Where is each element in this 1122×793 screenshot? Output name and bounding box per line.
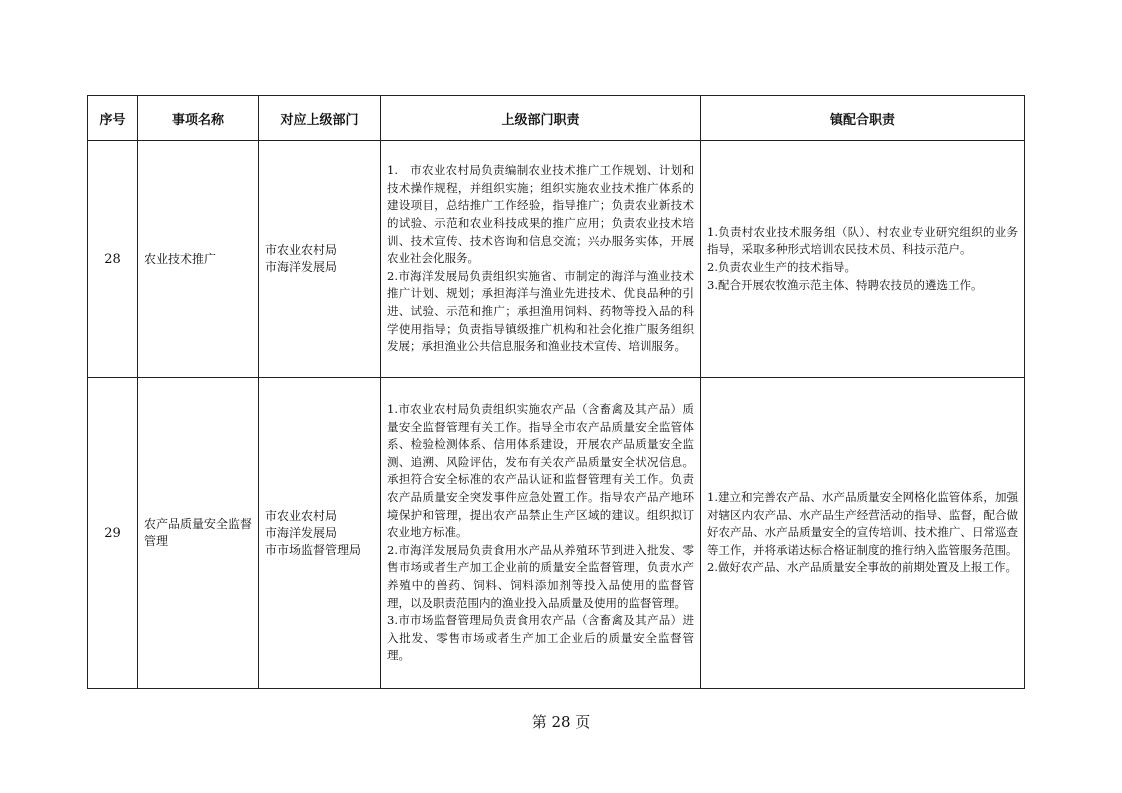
- duty-paragraph: 3.配合开展农牧渔示范主体、特聘农技员的遴选工作。: [707, 277, 983, 292]
- row-serial-number: 28: [88, 141, 138, 378]
- page-number: 第 28 页: [531, 713, 591, 731]
- duty-paragraph: 1.市农业农村局负责组织实施农产品（含畜禽及其产品）质量安全监督管理有关工作。指导全市农产品质量安全监管体系、检验检测体系、信用体系建设，开展农产品质量安全监测、追溯、风险评估，发布有关农产品质量安全状况信息。承担符合安全标准的农产品认证和监督管理有关工作。负责农产品质量安全突发事件应急处置工作。指导农产品产地环境保护和管理，提出农产品禁止生产区域的建议。组织拟订农业地方标准。: [387, 402, 694, 540]
- department-name: 市海洋发展局: [265, 260, 338, 274]
- table-row: [88, 141, 1025, 378]
- header-item-name: 事项名称: [138, 96, 259, 141]
- department-name: 市海洋发展局: [265, 525, 338, 540]
- row-superior-duties: [381, 378, 701, 689]
- duty-paragraph: 1.建立和完善农产品、水产品质量安全网格化监管体系，加强对辖区内农产品、水产品生产经营活动的指导、监督，配合做好农产品、水产品质量安全的宣传培训、技术推广、日常巡查等工作，并将承诺达标合格证制度的推行纳入监管服务范围。: [707, 490, 1018, 557]
- header-superior-duties: 上级部门职责: [381, 96, 701, 141]
- duty-paragraph: 2.市海洋发展局负责食用水产品从养殖环节到进入批发、零售市场或者生产加工企业前的质量安全监督管理，负责水产养殖中的兽药、饲料、饲料添加剂等投入品使用的监督管理，以及职责范围内的渔业投入品质量及使用的监督管理。: [387, 542, 694, 610]
- duty-paragraph: 2.市海洋发展局负责组织实施省、市制定的海洋与渔业技术推广计划、规划；承担海洋与渔业先进技术、优良品种的引进、试验、示范和推广；承担渔用饲料、药物等投入品的科学使用指导；负责指导镇级推广机构和社会化推广服务组织发展；承担渔业公共信息服务和渔业技术宣传、培训服务。: [387, 268, 694, 354]
- row-item-name: 农产品质量安全监督管理: [138, 378, 259, 689]
- table-row: [88, 378, 1025, 689]
- duty-paragraph: 1. 市农业农村局负责编制农业技术推广工作规划、计划和技术操作规程，并组织实施；组织实施农业技术推广体系的建设项目，总结推广工作经验，指导推广；负责农业新技术的试验、示范和农业科技成果的推广应用；负责农业技术培训、技术宣传、技术咨询和信息交流；兴办服务实体，开展农业社会化服务。: [387, 163, 694, 266]
- row-superior-duties: [381, 141, 701, 378]
- duty-paragraph: 2.做好农产品、水产品质量安全事故的前期处置及上报工作。: [707, 560, 1017, 575]
- header-serial-number: 序号: [88, 96, 138, 141]
- duty-paragraph: 2.负责农业生产的技术指导。: [707, 260, 856, 274]
- row-town-duties: [701, 378, 1025, 689]
- department-name: 市农业农村局: [265, 508, 338, 523]
- row-departments: [259, 378, 381, 689]
- duty-paragraph: 3.市市场监督管理局负责食用农产品（含畜禽及其产品）进入批发、零售市场或者生产加工企业后的质量安全监督管理。: [387, 613, 694, 663]
- row-town-duties: [701, 141, 1025, 378]
- row-item-name: 农业技术推广: [138, 141, 259, 378]
- table-header-row: [88, 96, 1025, 141]
- header-superior-department: 对应上级部门: [259, 96, 381, 141]
- row-serial-number: 29: [88, 378, 138, 689]
- header-town-duties: 镇配合职责: [701, 96, 1025, 141]
- duty-paragraph: 1.负责村农业技术服务组（队）、村农业专业研究组织的业务指导，采取多种形式培训农民技术员、科技示范户。: [707, 224, 1018, 257]
- department-name: 市市场监督管理局: [265, 542, 362, 557]
- duties-table: [87, 95, 1025, 689]
- row-departments: [259, 141, 381, 378]
- department-name: 市农业农村局: [265, 243, 338, 257]
